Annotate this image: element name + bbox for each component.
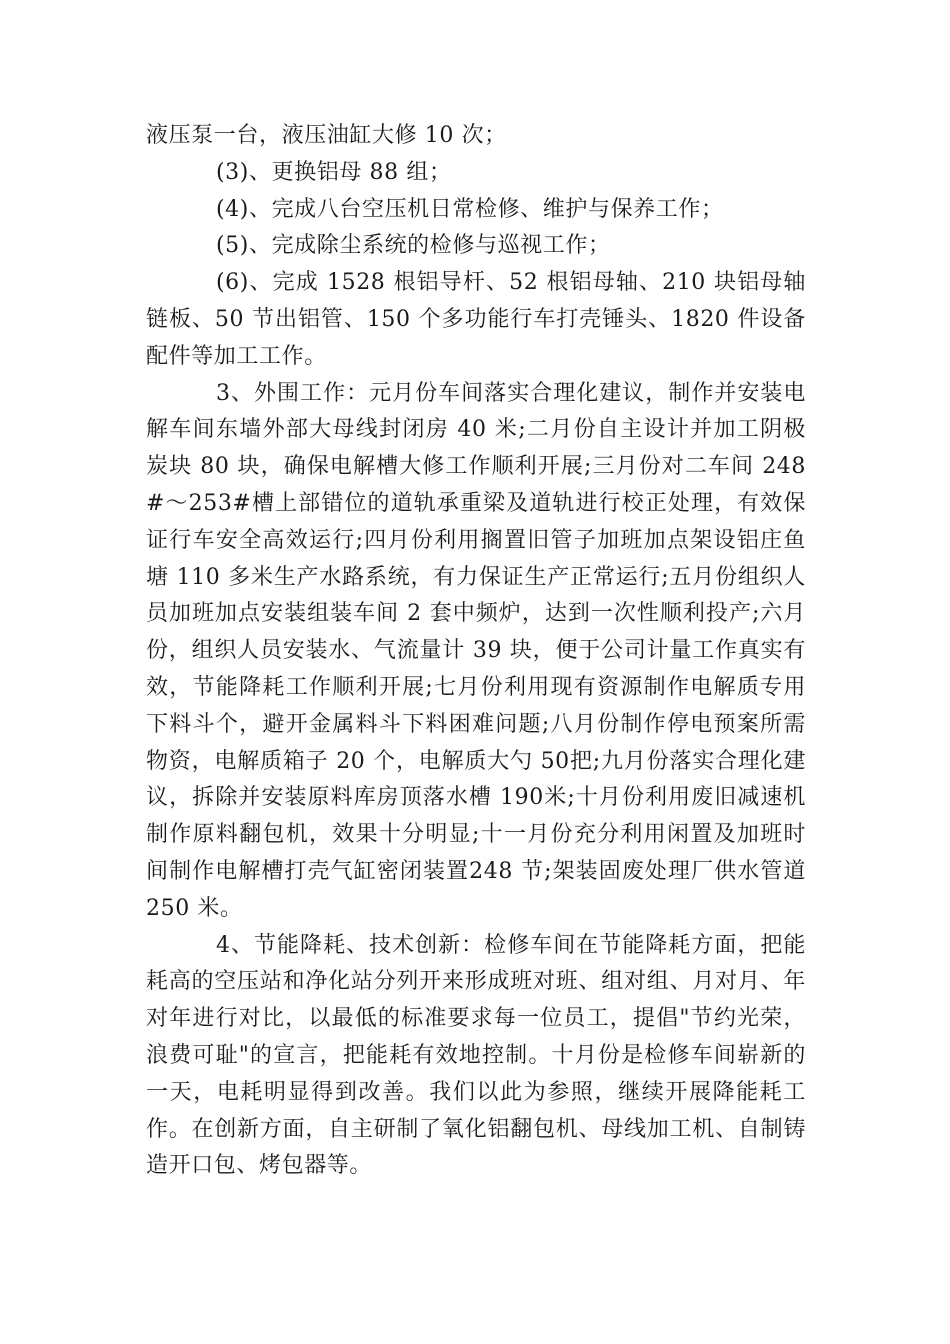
paragraph-section-3-peripheral-work: 3、外围工作：元月份车间落实合理化建议，制作并安装电解车间东墙外部大母线封闭房 40 米;二月份自主设计并加工阴极炭块 80 块，确保电解槽大修工作顺利开展;三月份对二车间 248#～253#槽上部错位的道轨承重梁及道轨进行校正处理，有效保证行车安全高效运行;四月份利用搁置旧管子加班加点架设铝庄鱼塘 110 多米生产水路系统，有力保证生产正常运行;五月份组织人员加班加点安装组装车间 2 套中频炉，达到一次性顺利投产;六月份，组织人员安装水、气流量计 39 块，便于公司计量工作真实有效，节能降耗工作顺利开展;七月份利用现有资源制作电解质专用下料斗个，避开金属料斗下料困难问题;八月份制作停电预案所需物资，电解质箱子 20 个，电解质大勺 50把;九月份落实合理化建议，拆除并安装原料库房顶落水槽 190米;十月份利用废旧减速机制作原料翻包机，效果十分明显;十一月份充分利用闲置及加班时间制作电解槽打壳气缸密闭装置248 节;架装固废处理厂供水管道 250 米。 <box>146 380 806 921</box>
paragraph-item-5: (5)、完成除尘系统的检修与巡视工作； <box>216 233 611 259</box>
paragraph-section-4-energy-saving: 4、节能降耗、技术创新：检修车间在节能降耗方面，把能耗高的空压站和净化站分列开来形成班对班、组对组、月对月、年对年进行对比，以最低的标准要求每一位员工，提倡"节约光荣，浪费可耻"的宣言，把能耗有效地控制。十月份是检修车间崭新的一天，电耗明显得到改善。我们以此为参照，继续开展降能耗工作。在创新方面，自主研制了氧化铝翻包机、母线加工机、自制铸造开口包、烤包器等。 <box>146 932 806 1179</box>
paragraph-item-3: (3)、更换铝母 88 组； <box>216 159 452 185</box>
paragraph-item-6: (6)、完成 1528 根铝导杆、52 根铝母轴、210 块铝母轴链板、50 节出铝管、150 个多功能行车打壳锤头、1820 件设备配件等加工工作。 <box>146 270 806 369</box>
paragraph-hydraulic-pump: 液压泵一台，液压油缸大修 10 次； <box>146 123 507 148</box>
paragraph-item-4: (4)、完成八台空压机日常检修、维护与保养工作； <box>216 196 724 222</box>
document-body <box>146 118 806 1185</box>
